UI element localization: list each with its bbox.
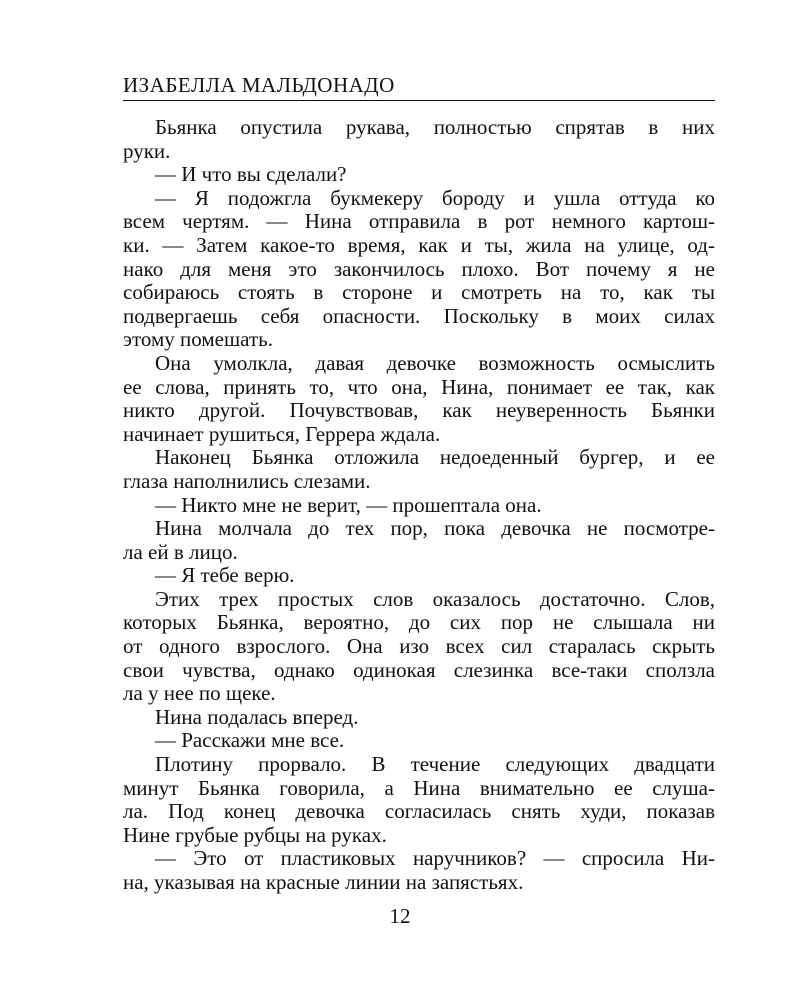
text-line: — Никто мне не верит, — прошептала она. (155, 492, 542, 517)
text-line: ла. Под конец девочка согласилась снять худи, показав (123, 799, 715, 824)
text-line: ла у нее по щеке. (123, 681, 276, 706)
body-text (123, 116, 715, 895)
text-line: Наконец Бьянка отложила недоеденный бургер, и ее (155, 445, 715, 470)
text-line: всем чертям. — Нина отправила в рот немного картош- (123, 209, 715, 234)
text-line: ла ей в лицо. (123, 539, 238, 564)
text-line: — Я тебе верю. (155, 563, 295, 588)
text-line: Бьянка опустила рукава, полностью спрятав в них (155, 115, 715, 139)
text-line: Нина молчала до тех пор, пока девочка не посмотре- (155, 516, 715, 541)
text-line: Плотину прорвало. В течение следующих двадцати (155, 752, 715, 777)
text-line: — Я подожгла букмекеру бороду и ушла оттуда ко (155, 185, 715, 210)
text-line: минут Бьянка говорила, а Нина внимательно ее слуша- (123, 775, 715, 800)
text-line: свои чувства, однако одинокая слезинка все-таки сползла (123, 657, 715, 682)
text-line: Она умолкла, давая девочке возможность осмыслить (155, 350, 715, 375)
text-line: которых Бьянка, вероятно, до сих пор не слышала ни (123, 610, 715, 635)
text-line: собираюсь стоять в стороне и смотреть на то, как ты (123, 280, 715, 305)
text-line: начинает рушиться, Геррера ждала. (123, 421, 441, 446)
running-head-author: ИЗАБЕЛЛА МАЛЬДОНАДО (123, 72, 715, 101)
text-line: — Расскажи мне все. (155, 728, 345, 753)
text-line: этому помешать. (123, 327, 273, 352)
text-line: ее слова, принять то, что она, Нина, понимает ее так, как (123, 374, 715, 399)
text-line: Нина подалась вперед. (155, 704, 359, 729)
page-number: 12 (389, 904, 411, 928)
text-line: — Это от пластиковых наручников? — спросила Ни- (155, 846, 715, 871)
text-line: руки. (123, 138, 171, 163)
text-line: на, указывая на красные линии на запястьях. (123, 870, 524, 894)
text-line: глаза наполнились слезами. (123, 468, 371, 493)
text-line: ки. — Затем какое-то время, как и ты, жила на улице, од- (123, 232, 715, 257)
text-line: Нине грубые рубцы на руках. (123, 822, 387, 847)
text-line: нако для меня это закончилось плохо. Вот почему я не (123, 256, 715, 281)
text-line: Этих трех простых слов оказалось достаточно. Слов, (155, 586, 715, 611)
text-line: подвергаешь себя опасности. Поскольку в моих силах (123, 303, 715, 328)
text-line: от одного взрослого. Она изо всех сил старалась скрыть (123, 634, 715, 659)
text-line: — И что вы сделали? (155, 162, 347, 187)
text-line: никто другой. Почувствовав, как неуверенность Бьянки (123, 398, 715, 423)
